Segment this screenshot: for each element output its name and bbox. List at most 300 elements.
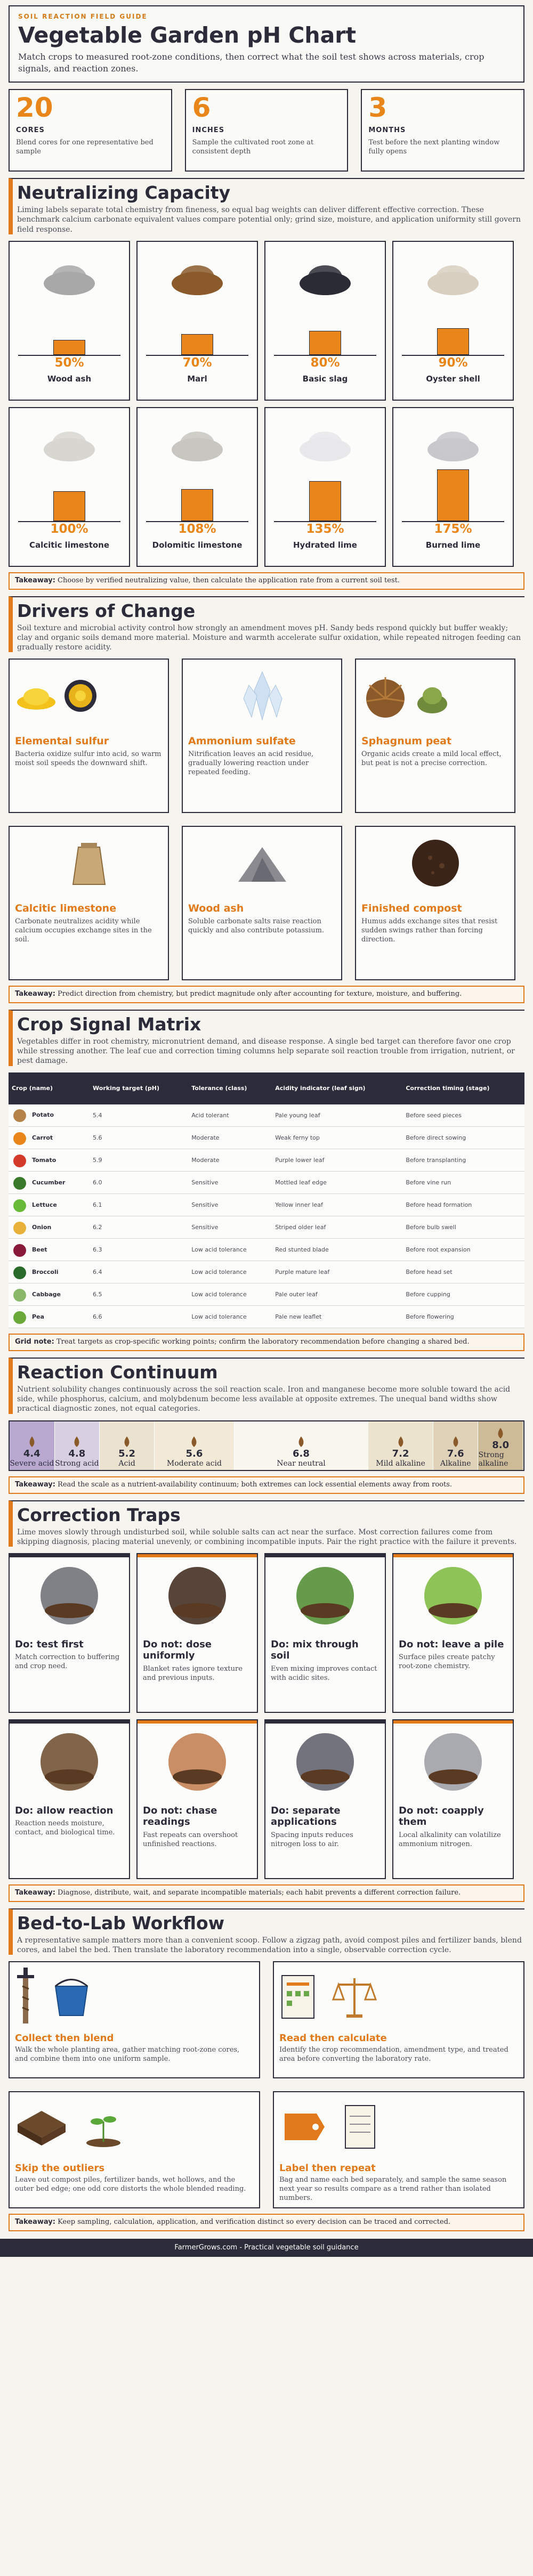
driver-card [355, 826, 515, 980]
workflow-title: Label then repeat [279, 2163, 376, 2174]
workflow-text: Leave out compost piles, fertilizer bands, wet hollows, and the outer bed edge; one odd core distorts the whole blended reading. [15, 2176, 246, 2193]
driver-card [9, 659, 169, 813]
trap-card [392, 1553, 514, 1713]
compost-icon [409, 836, 462, 890]
ph-band [235, 1421, 369, 1470]
trap-illustration-icon [421, 1564, 485, 1628]
driver-card [355, 659, 515, 813]
section-body: Vegetables differ in root chemistry, micronutrient demand, and disease response. A single bed target can therefore favor one crop while stressing another. The leaf cue and correction timing columns help separate soil reaction trouble from irrigation, nutrient, or pest damage. [17, 1037, 515, 1066]
material-pile-icon [424, 418, 482, 466]
table-cell: 6.3 [90, 1239, 188, 1261]
crop-cell [9, 1127, 90, 1149]
crop-name: Cucumber [32, 1179, 66, 1186]
section-continuum [9, 1358, 524, 1414]
ph-value: 4.4 [23, 1448, 41, 1459]
scale-icon [330, 1973, 378, 2021]
trap-card [136, 1553, 258, 1713]
table-cell: Low acid tolerance [188, 1239, 272, 1261]
capacity-bar [437, 469, 469, 521]
trap-illustration-icon [293, 1564, 357, 1628]
section-title: Crop Signal Matrix [17, 1014, 201, 1035]
capacity-bar [437, 328, 469, 355]
ph-band-label: Acid [118, 1459, 135, 1468]
ph-band-label: Alkaline [440, 1459, 471, 1468]
capacity-value: 50% [54, 355, 84, 370]
trap-text: Even mixing improves contact with acidic sites. [271, 1665, 377, 1682]
crop-cell [9, 1306, 90, 1328]
crop-name: Onion [32, 1223, 52, 1231]
ph-value: 5.2 [118, 1448, 136, 1459]
crop-name: Potato [32, 1111, 54, 1119]
takeaway-label: Takeaway: [15, 1888, 55, 1897]
column-header: Correction timing (stage) [402, 1072, 524, 1104]
material-name: Burned lime [425, 540, 481, 550]
material-pile-icon [40, 251, 99, 299]
table-cell: Yellow inner leaf [272, 1194, 402, 1216]
crop-name: Beet [32, 1246, 47, 1253]
crop-icon [12, 1309, 28, 1325]
ph-band [155, 1421, 235, 1470]
ph-band [478, 1421, 523, 1470]
column-header: Acidity indicator (leaf sign) [272, 1072, 402, 1104]
capacity-value: 175% [434, 522, 472, 536]
table-row [9, 1104, 524, 1127]
table-row [9, 1306, 524, 1328]
section-body: Nutrient solubility changes continuously across the soil reaction scale. Iron and manganese become more soluble toward the acid side, while phosphorus, calcium, and molybdenum become less available at opposite extremes. The unequal band widths show practical diagnostic zones, not equal categories. [17, 1385, 511, 1413]
onion-icon [395, 1435, 407, 1448]
trap-text: Surface piles create patchy root-zone chemistry. [399, 1653, 495, 1671]
table-cell: 6.5 [90, 1283, 188, 1306]
material-name: Oyster shell [426, 373, 480, 384]
table-header-row [9, 1072, 524, 1104]
driver-text: Organic acids create a mild local effect, but peat is not a precise correction. [361, 750, 502, 768]
ph-band [433, 1421, 479, 1470]
section-matrix [9, 1010, 524, 1066]
neutralizing-card [392, 241, 514, 401]
lab-report-icon [279, 1973, 317, 2021]
stat-card [361, 89, 524, 172]
table-cell: Low acid tolerance [188, 1261, 272, 1283]
trap-text: Match correction to buffering and crop need. [15, 1653, 120, 1671]
capacity-bar [309, 331, 341, 354]
table-cell: Low acid tolerance [188, 1283, 272, 1306]
capacity-value: 108% [178, 522, 216, 536]
grid-note-text: Treat targets as crop-specific working points; confirm the laboratory recommendation before changing a shared bed. [56, 1338, 470, 1346]
crop-name: Cabbage [32, 1290, 61, 1298]
section-drivers [9, 596, 524, 653]
crop-icon [12, 1220, 28, 1236]
table-cell: Moderate [188, 1127, 272, 1149]
table-row [9, 1261, 524, 1283]
trap-illustration-icon [293, 1730, 357, 1794]
trap-card [9, 1719, 130, 1879]
table-cell: Before seed pieces [402, 1104, 524, 1127]
material-pile-icon [296, 418, 354, 466]
drivers-grid [9, 659, 524, 980]
stat-note: Blend cores for one representative bed sample [16, 139, 154, 156]
workflow-card [9, 1961, 260, 2078]
reaction-continuum [9, 1420, 524, 1471]
trap-title: Do not: chase readings [143, 1805, 217, 1828]
stat-number: 6 [192, 92, 211, 124]
workflow-title: Skip the outliers [15, 2163, 105, 2174]
crop-icon [12, 1175, 28, 1191]
material-pile-icon [168, 251, 227, 299]
trap-text: Local alkalinity can volatilize ammonium nitrogen. [399, 1831, 501, 1848]
table-cell: Acid tolerant [188, 1104, 272, 1127]
capacity-bar-axis [18, 303, 120, 356]
table-cell: Purple mature leaf [272, 1261, 402, 1283]
table-cell: Sensitive [188, 1172, 272, 1194]
sample-bucket-icon [50, 1976, 93, 2018]
takeaway-text: Keep sampling, calculation, application, and verification distinct so every decision can be traced and corrected. [58, 2218, 451, 2226]
workflow-card [273, 1961, 524, 2078]
workflow-card [9, 2091, 260, 2208]
soil-tile-icon [15, 2106, 68, 2148]
table-cell: 6.0 [90, 1172, 188, 1194]
table-cell: 5.6 [90, 1127, 188, 1149]
capacity-bar [53, 340, 85, 355]
driver-title: Calcitic limestone [15, 903, 117, 915]
ph-value: 7.6 [447, 1448, 464, 1459]
ph-band-label: Strong acid [55, 1459, 99, 1468]
crop-cell [9, 1261, 90, 1283]
stat-card [185, 89, 349, 172]
crop-cell [9, 1239, 90, 1261]
table-cell: Pale young leaf [272, 1104, 402, 1127]
section-title: Drivers of Change [17, 600, 196, 621]
trap-text: Blanket rates ignore texture and previous inputs. [143, 1665, 243, 1682]
stat-unit: MONTHS [368, 126, 406, 135]
ph-band [55, 1421, 100, 1470]
workflow-grid [9, 1961, 524, 2208]
trap-title: Do: mix through soil [271, 1638, 359, 1662]
header-lead: Match crops to measured root-zone conditions, then correct what the soil test shows across materials, crop signals, and reaction zones. [18, 52, 484, 74]
table-cell: Pale new leaflet [272, 1306, 402, 1328]
drivers-takeaway [9, 986, 524, 1003]
trap-title: Do not: dose uniformly [143, 1638, 212, 1662]
trap-card [9, 1553, 130, 1713]
crop-icon [12, 1130, 28, 1146]
section-body: Liming labels separate total chemistry from fineness, so equal bag weights can deliver different effective correction. These benchmark calcium carbonate equivalent values compare potential only; grind size, moisture, and application uniformity still govern field response. [17, 206, 521, 234]
page [0, 5, 533, 2257]
capacity-value: 135% [306, 522, 344, 536]
table-cell: 6.1 [90, 1194, 188, 1216]
driver-text: Nitrification leaves an acid residue, gradually lowering reaction under repeated feeding. [188, 750, 314, 776]
crop-icon [12, 1107, 28, 1123]
takeaway-label: Takeaway: [15, 1480, 55, 1489]
table-row [9, 1172, 524, 1194]
trap-title: Do: separate applications [271, 1805, 341, 1828]
material-name: Wood ash [47, 373, 92, 384]
crop-icon [12, 1264, 28, 1280]
footer: FarmerGrows.com - Practical vegetable soil guidance [0, 2239, 533, 2257]
table-cell: Striped older leaf [272, 1216, 402, 1239]
crop-cell [9, 1104, 90, 1127]
table-cell: 5.9 [90, 1149, 188, 1172]
onion-icon [26, 1435, 38, 1448]
capacity-bar-axis [274, 469, 376, 522]
ph-band-label: Mild alkaline [376, 1459, 425, 1468]
sulfur-jar-icon [62, 677, 99, 714]
neutralizing-card [136, 241, 258, 401]
seedling-icon [82, 2106, 125, 2148]
matrix-grid-note [9, 1334, 524, 1351]
trap-card [392, 1719, 514, 1879]
workflow-title: Collect then blend [15, 2033, 114, 2044]
table-row [9, 1216, 524, 1239]
table-cell: Sensitive [188, 1216, 272, 1239]
section-neutralizing [9, 178, 524, 234]
material-name: Dolomitic limestone [152, 540, 243, 550]
column-header: Working target (pH) [90, 1072, 188, 1104]
neutralizing-card [392, 407, 514, 567]
section-workflow [9, 1908, 524, 1955]
table-row [9, 1239, 524, 1261]
driver-title: Wood ash [188, 903, 244, 915]
limestone-sack-icon [65, 836, 113, 890]
trap-text: Reaction needs moisture, contact, and biological time. [15, 1819, 115, 1837]
column-header: Tolerance (class) [188, 1072, 272, 1104]
neutralizing-card [9, 407, 130, 567]
trap-card [264, 1719, 386, 1879]
ph-band-label: Strong alkaline [478, 1450, 508, 1468]
section-body: Lime moves slowly through undisturbed soil, while soluble salts can act near the surface. Most correction failures come from skipping diagnosis, placing material unevenly, or combining incompatible inputs. Pair the right practice with the failure it prevents. [17, 1527, 517, 1546]
workflow-takeaway [9, 2214, 524, 2231]
table-cell: 6.6 [90, 1306, 188, 1328]
section-body: Soil texture and microbial activity control how strongly an amendment moves pH. Sandy beds respond quickly but buffer weakly; clay and organic soils demand more material. Moisture and warmth accelerate sulfur oxidation, while repeated nitrogen feeding can gradually restore acidity. [17, 623, 521, 652]
ph-band [368, 1421, 433, 1470]
capacity-bar-axis [274, 303, 376, 356]
stat-note: Sample the cultivated root zone at consistent depth [192, 139, 314, 156]
takeaway-text: Diagnose, distribute, wait, and separate incompatible materials; each habit prevents a different correction failure. [58, 1888, 461, 1897]
driver-card [9, 826, 169, 980]
traps-grid [9, 1553, 524, 1879]
material-pile-icon [424, 251, 482, 299]
table-cell: Red stunted blade [272, 1239, 402, 1261]
table-cell: Sensitive [188, 1194, 272, 1216]
table-cell: 5.4 [90, 1104, 188, 1127]
capacity-bar-axis [146, 469, 248, 522]
crop-name: Lettuce [32, 1201, 57, 1208]
trap-card [136, 1719, 258, 1879]
onion-icon [295, 1435, 307, 1448]
driver-text: Soluble carbonate salts raise reaction quickly and also contribute potassium. [188, 917, 325, 935]
onion-icon [188, 1435, 200, 1448]
neutralizing-card [9, 241, 130, 401]
table-cell: Moderate [188, 1149, 272, 1172]
table-row [9, 1127, 524, 1149]
trap-illustration-icon [165, 1564, 229, 1628]
capacity-bar [181, 489, 213, 521]
capacity-bar-axis [402, 303, 504, 356]
trap-title: Do: allow reaction [15, 1805, 114, 1816]
material-name: Marl [187, 373, 207, 384]
takeaway-text: Read the scale as a nutrient-availability continuum; both extremes can lock essential elements away from roots. [58, 1480, 452, 1489]
capacity-bar [309, 481, 341, 521]
ph-band [10, 1421, 55, 1470]
table-cell: Low acid tolerance [188, 1306, 272, 1328]
neutralizing-card [264, 241, 386, 401]
material-pile-icon [168, 418, 227, 466]
peat-moss-icon [361, 672, 409, 720]
takeaway-text: Predict direction from chemistry, but predict magnitude only after accounting for texture, moisture, and buffering. [58, 990, 462, 998]
material-name: Calcitic limestone [29, 540, 110, 550]
crop-name: Carrot [32, 1134, 53, 1141]
table-cell: 6.2 [90, 1216, 188, 1239]
table-cell: Before cupping [402, 1283, 524, 1306]
crop-icon [12, 1242, 28, 1258]
table-cell: Before vine run [402, 1172, 524, 1194]
crop-cell [9, 1172, 90, 1194]
table-row [9, 1149, 524, 1172]
section-title: Correction Traps [17, 1504, 181, 1525]
takeaway-label: Takeaway: [15, 990, 55, 998]
stat-card [9, 89, 172, 172]
ph-value: 8.0 [492, 1439, 510, 1451]
continuum-takeaway [9, 1476, 524, 1494]
table-cell: Before root expansion [402, 1239, 524, 1261]
table-cell: Before flowering [402, 1306, 524, 1328]
capacity-bar-axis [402, 469, 504, 522]
section-title: Neutralizing Capacity [17, 182, 231, 204]
table-cell: Pale outer leaf [272, 1283, 402, 1306]
crop-icon [12, 1197, 28, 1213]
driver-title: Elemental sulfur [15, 735, 109, 747]
takeaway-label: Takeaway: [15, 576, 55, 584]
ph-value: 6.8 [293, 1448, 310, 1459]
header [9, 5, 524, 83]
peat-plant-icon [414, 675, 451, 717]
driver-text: Carbonate neutralizes acidity while calcium occupies exchange sites in the soil. [15, 917, 152, 944]
table-cell: Purple lower leaf [272, 1149, 402, 1172]
ph-band-label: Moderate acid [166, 1459, 222, 1468]
neutralizing-card [264, 407, 386, 567]
driver-title: Finished compost [361, 903, 462, 915]
trap-illustration-icon [37, 1564, 101, 1628]
soil-probe-icon [15, 1968, 36, 2026]
ph-band [100, 1421, 155, 1470]
table-cell: Mottled leaf edge [272, 1172, 402, 1194]
capacity-value: 90% [438, 355, 468, 370]
trap-illustration-icon [421, 1730, 485, 1794]
trap-illustration-icon [165, 1730, 229, 1794]
notebook-icon [341, 2103, 378, 2151]
driver-text: Humus adds exchange sites that resist sudden swings rather than forcing direction. [361, 917, 498, 944]
ph-band-label: Severe acid [10, 1459, 54, 1468]
crop-cell [9, 1283, 90, 1306]
table-cell: Before head formation [402, 1194, 524, 1216]
crop-cell [9, 1216, 90, 1239]
column-header: Crop (name) [9, 1072, 90, 1104]
material-pile-icon [296, 251, 354, 299]
trap-text: Spacing inputs reduces nitrogen loss to air. [271, 1831, 353, 1848]
table-cell: 6.4 [90, 1261, 188, 1283]
page-title: Vegetable Garden pH Chart [18, 22, 357, 48]
ph-band-label: Near neutral [277, 1459, 326, 1468]
capacity-bar [181, 334, 213, 355]
wood-ash-pile-icon [233, 842, 292, 884]
table-cell: Before bulb swell [402, 1216, 524, 1239]
material-name: Basic slag [302, 373, 348, 384]
driver-card [182, 659, 342, 813]
trap-card [264, 1553, 386, 1713]
ph-value: 4.8 [68, 1448, 86, 1459]
table-cell: Before direct sowing [402, 1127, 524, 1149]
stat-number: 20 [16, 92, 53, 124]
crop-matrix-table [9, 1072, 524, 1329]
section-body: A representative sample matters more than a convenient scoop. Follow a zigzag path, avoid compost piles and fertilizer bands, blend cores, and label the bed. Then translate the laboratory recommendation into a single, observable correction cycle. [17, 1936, 522, 1954]
crop-cell [9, 1194, 90, 1216]
trap-illustration-icon [37, 1730, 101, 1794]
header-kicker: SOIL REACTION FIELD GUIDE [18, 13, 148, 20]
onion-icon [121, 1435, 133, 1448]
neutralizing-card [136, 407, 258, 567]
section-title: Bed-to-Lab Workflow [17, 1912, 225, 1933]
stats-row [9, 89, 524, 172]
capacity-value: 80% [310, 355, 340, 370]
takeaway-text: Choose by verified neutralizing value, then calculate the application rate from a current soil test. [58, 576, 400, 584]
section-traps [9, 1500, 524, 1547]
driver-card [182, 826, 342, 980]
onion-icon [495, 1427, 506, 1440]
trap-title: Do not: leave a pile [399, 1638, 504, 1650]
trap-text: Fast repeats can overshoot unfinished reactions. [143, 1831, 238, 1848]
ph-value: 7.2 [392, 1448, 409, 1459]
capacity-value: 70% [182, 355, 212, 370]
crop-name: Pea [32, 1313, 44, 1320]
table-row [9, 1194, 524, 1216]
stat-note: Test before the next planting window fully opens [368, 139, 500, 156]
workflow-card [273, 2091, 524, 2208]
neutralizing-takeaway [9, 572, 524, 590]
grid-note-label: Grid note: [15, 1338, 54, 1346]
workflow-text: Identify the crop recommendation, amendment type, and treated area before converting the laboratory rate. [279, 2046, 508, 2063]
crop-icon [12, 1152, 28, 1168]
workflow-text: Walk the whole planting area, gather matching root-zone cores, and combine them into one uniform sample. [15, 2046, 240, 2063]
capacity-bar-axis [146, 303, 248, 356]
capacity-bar [53, 491, 85, 521]
table-cell: Before transplanting [402, 1149, 524, 1172]
table-row [9, 1283, 524, 1306]
sulfur-pile-icon [15, 680, 58, 712]
workflow-title: Read then calculate [279, 2033, 387, 2044]
label-tag-icon [279, 2108, 327, 2146]
driver-text: Bacteria oxidize sulfur into acid, so warm moist soil speeds the downward shift. [15, 750, 161, 768]
driver-title: Ammonium sulfate [188, 735, 296, 747]
crop-name: Tomato [32, 1156, 56, 1164]
stat-number: 3 [368, 92, 387, 124]
material-pile-icon [40, 418, 99, 466]
traps-takeaway [9, 1884, 524, 1902]
takeaway-label: Takeaway: [15, 2218, 55, 2226]
capacity-value: 100% [50, 522, 88, 536]
table-cell: Before head set [402, 1261, 524, 1283]
onion-icon [71, 1435, 83, 1448]
stat-unit: CORES [16, 126, 45, 135]
stat-unit: INCHES [192, 126, 225, 135]
trap-title: Do not: coapply them [399, 1805, 484, 1828]
ammonium-crystal-icon [238, 669, 286, 722]
ph-value: 5.6 [185, 1448, 203, 1459]
section-title: Reaction Continuum [17, 1362, 218, 1383]
table-cell: Weak ferny top [272, 1127, 402, 1149]
material-name: Hydrated lime [293, 540, 357, 550]
onion-icon [450, 1435, 462, 1448]
trap-title: Do: test first [15, 1638, 84, 1650]
workflow-text: Bag and name each bed separately, and sample the same season next year so results compare as a trend rather than isolated numbers. [279, 2176, 507, 2202]
neutralizing-grid [9, 241, 524, 567]
